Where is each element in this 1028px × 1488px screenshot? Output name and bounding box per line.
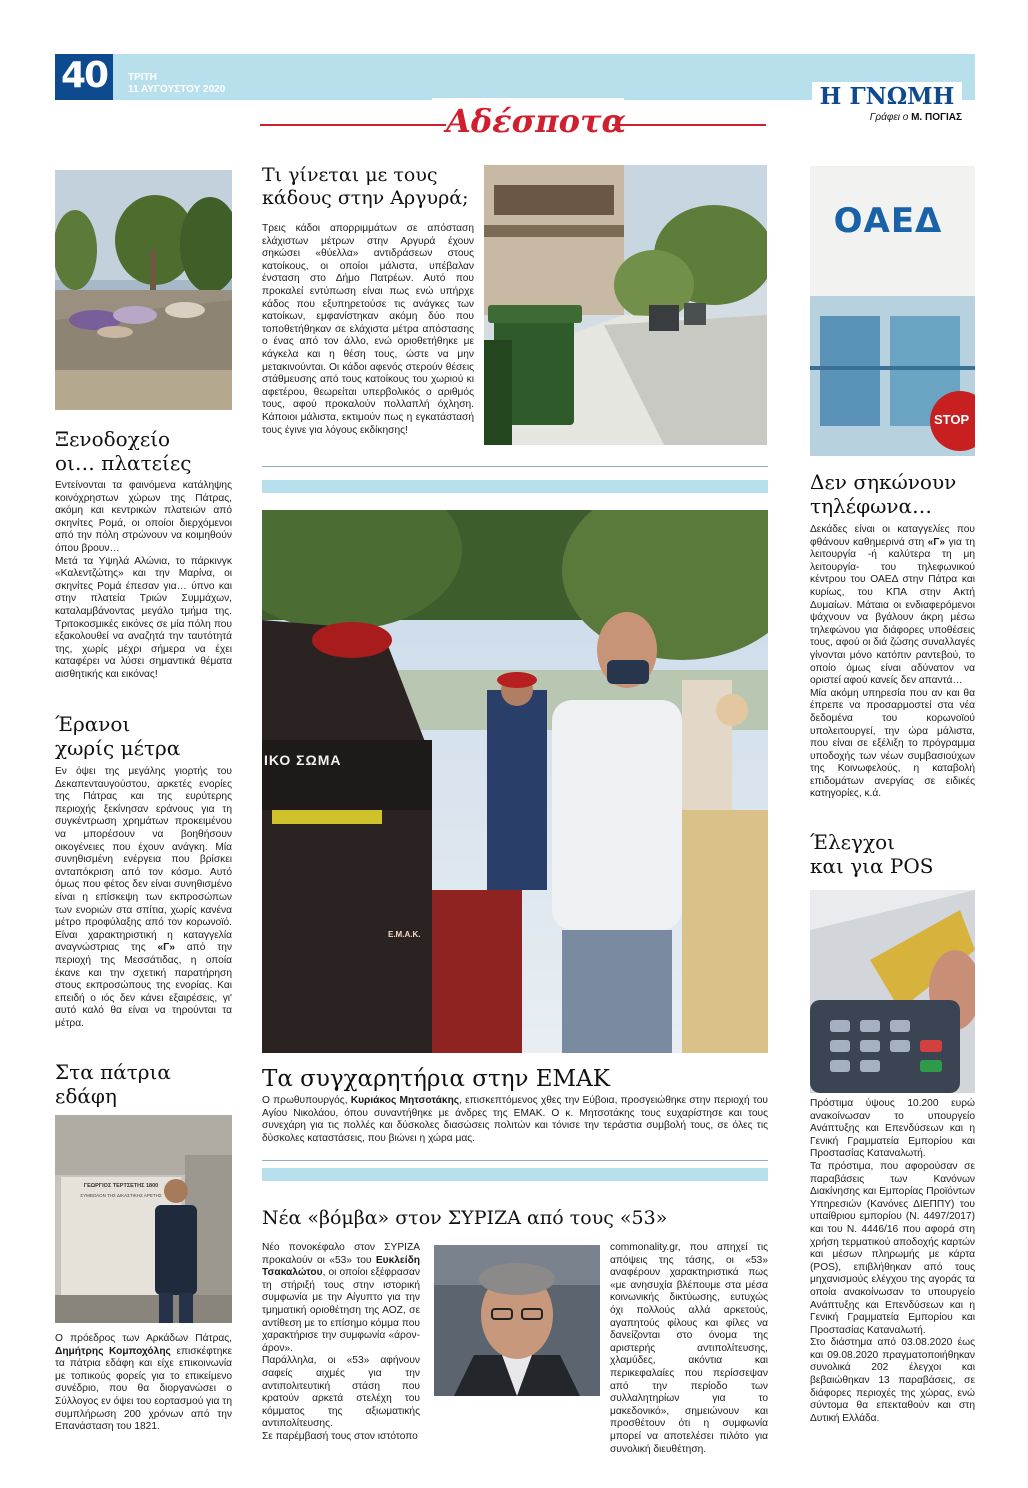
- story-emak-text: Ο πρωθυπουργός,: [262, 1095, 351, 1106]
- story-pos-title-1: Έλεγχοι: [810, 830, 895, 854]
- story-bins-text: Τρεις κάδοι απορριμμάτων σε απόσταση ελάχιστων μέτρων στην Αργυρά έχουν σηκώσει «θύελλα» αντιδράσεων στους κατοίκους, οι οποίοι μάλιστα, υπέβαλαν ένσταση στο Δήμο Πατρέων. Αυτό που προκαλεί εντύπωση είναι πως ενώ υπήρχε κάδος που εξυπηρετούσε τις ανάγκες των κατοίκων, εμφανίστηκαν ακόμη δύο που τοποθετήθηκαν σε ελάχιστα μέτρα απόστασης ο ένας από τον άλλο, ενώ οριοθετήθηκε με κάγκελα και η θέση τους, ώστε να μην μετακινούνται. Οι κάδοι αφενός στερούν θέσεις στάθμευσης από τους κατοίκους του χωριού κι αφετέρου, θεωρείται υπερβολικός ο αριθμός τους, αφού προκαλούν πολλαπλή όχληση. Κάποιοι μάλιστα, εκτιμούν πως η εγκατάστασή τους έγινε για λόγους εκδίκησης!: [262, 223, 474, 436]
- story-eranoi-title-2: χωρίς μέτρα: [55, 736, 181, 760]
- story-eranoi-title-1: Έρανοι: [55, 712, 131, 736]
- photo-sign-line1: ΓΕΩΡΓΙΟΣ ΤΕΡΤΣΕΤΗΣ 1800: [83, 1183, 159, 1189]
- story-hotel-title-1: Ξενοδοχείο: [55, 427, 171, 451]
- photo-mitsotakis-emak: [262, 510, 768, 1053]
- story-pos-body: [810, 1098, 975, 1425]
- story-phones-title-2: τηλέφωνα…: [810, 494, 933, 518]
- story-emak-text-end: , επισκεπτόμενος χθες την Εύβοια, προσγειώθηκε στην περιοχή του Αγίου Νικολάου, όπου συναντήθηκε με άνδρες της ΕΜΑΚ. Ο κ. Μητσοτάκης τους ευχαρίστησε και τους συνεχάρη για τις πολλές και δύσκολες διασώσεις πολιτών και τόνισε την τεράστια συμβολή τους, σε όλες τις δύσκολες καταστάσεις, που βιώνει η χώρα μας.: [262, 1095, 768, 1144]
- story-patria-text: Ο πρόεδρος των Αρκάδων Πάτρας,: [55, 1333, 232, 1344]
- story-phones-body: [810, 524, 975, 801]
- story-syriza-col1: [262, 1242, 420, 1444]
- divider-line: [262, 466, 768, 467]
- story-bins-body: [262, 223, 474, 437]
- story-hotel-paragraph: Εντείνονται τα φαινόμενα κατάληψης κοινόχρηστων χώρων της Πάτρας, ακόμη και κεντρικών πλατειών από σκηνίτες Ρομά, οι οποίοι διερχόμενοι από την πόλη στρώνουν να κοιμηθούν όπου βρουν…: [55, 480, 232, 554]
- byline-prefix: Γράφει ο: [869, 112, 909, 123]
- story-bins-title-2: κάδους στην Αργυρά;: [262, 187, 469, 209]
- story-patria-body: [55, 1333, 232, 1434]
- oaed-logo-text: ΟΑΕΔ: [833, 201, 943, 241]
- byline-author: Μ. ΠΟΓΙΑΣ: [911, 112, 962, 123]
- story-syriza-text: Νέο πονοκέφαλο στον ΣΥΡΙΖΑ προκαλούν οι «53» του: [262, 1242, 420, 1266]
- story-patria-bold: Δημήτρης Κομποχόλης: [55, 1345, 171, 1357]
- story-syriza-bold: Ευκλείδη Τσακαλώτου: [262, 1254, 420, 1279]
- story-emak-title: Τα συγχαρητήρια στην ΕΜΑΚ: [262, 1066, 610, 1092]
- story-syriza-title: Νέα «βόμβα» στον ΣΥΡΙΖΑ από τους «53»: [262, 1207, 668, 1229]
- story-syriza-text-end: , οι οποίοι εξέφρασαν τη στήριξή τους στην ιστορική συμφωνία με την Αίγυπτο για την τμηματική οριοθέτηση της ΑΟΖ, σε αντίθεση με το επίσημο κόμμα που χαρακτήρισε την συμφωνία «άρον-άρον».: [262, 1267, 420, 1354]
- story-syriza-col2: [610, 1242, 768, 1456]
- stop-sign-text: STOP: [934, 412, 970, 427]
- story-patria-title-2: εδάφη: [55, 1084, 117, 1108]
- story-hotel-body: [55, 480, 232, 682]
- photo-roma-square: [55, 170, 232, 410]
- divider-line-2: [262, 1160, 768, 1161]
- photo-bins-argyra: [484, 165, 767, 445]
- story-patria-title-1: Στα πάτρια: [55, 1060, 171, 1084]
- story-emak-body: [262, 1095, 768, 1145]
- story-phones-paragraph: Μία ακόμη υπηρεσία που αν και θα έπρεπε να προσαρμοστεί στα νέα δεδομένα του κορωνοϊού υπολειτουργεί, την ώρα μάλιστα, που είναι σε εξέλιξη το πρόγραμμα υποδοχής των νέων συμβασιούχων της Κοινωφελούς, η καταβολή επιδομάτων ανεργίας σε ειδικές κατηγορίες, κ.ά.: [810, 687, 975, 800]
- photo-pos-terminal: [810, 890, 975, 1093]
- story-eranoi-text: Εν όψει της μεγάλης γιορτής του Δεκαπενταυγούστου, αρκετές ενορίες της Πάτρας και της ευρύτερης περιοχής ξεκίνησαν εράνους για τη συγκέντρωση χρημάτων προκειμένου να μπορέσουν να βοηθήσουν οικογένειες που έχουν ανάγκη. Μία συνηθισμένη ενέργεια που βρίσκει ανταπόκριση από τον κόσμο. Αυτό όμως που φέτος δεν είναι συνηθισμένο είναι η επίσκεψη των εκπροσώπων των ενοριών στα σπίτια, χωρίς κανένα μέτρο προφύλαξης από τον κορωνοϊό. Είναι χαρακτηριστική η καταγγελία αναγνώστριας της: [55, 766, 232, 954]
- story-patria-text-end: επισκέφτηκε τα πάτρια εδάφη και είχε επικοινωνία με τοπικούς φορείς για το επικείμενο συνέδριο, που θα διοργανώσει ο Σύλλογος εν όψει του εορτασμού για τη συμπλήρωση 200 χρόνων από την Επανάσταση του 1821.: [55, 1345, 232, 1433]
- newspaper-logo: Η ΓΝΩΜΗ: [812, 82, 962, 112]
- story-phones-text: Δεκάδες είναι οι καταγγελίες που φθάνουν καθημερινά στη: [810, 524, 975, 548]
- photo-sign-line2: ΣΥΜΒΟΛΟΝ ΤΗΣ ΔΙΚΑΣΤΙΚΗΣ ΑΡΕΤΗΣ: [80, 1193, 162, 1198]
- story-eranoi-text-end: από την περιοχή της Μεσσάτιδας, η οποία έκανε και την σχετική παρατήρηση στους εκπροσώπους της ενορίας. Και επειδή ο ιός δεν κάνει εξαιρέσεις, γι' αυτό καλό θα είναι να τηρούνται τα μέτρα.: [55, 942, 232, 1029]
- issue-date: 11 ΑΥΓΟΥΣΤΟΥ 2020: [128, 84, 226, 95]
- story-pos-paragraph: Πρόστιμα ύψους 10.200 ευρώ ανακοίνωσαν το υπουργείο Ανάπτυξης και Επενδύσεων και η Γενική Γραμματεία Εμπορίου και Προστασίας Καταναλωτή.: [810, 1098, 975, 1160]
- story-eranoi-body: [55, 766, 232, 1030]
- page-number: 40: [60, 55, 108, 96]
- issue-day: ΤΡΙΤΗ: [128, 72, 157, 83]
- story-syriza-paragraph: Σε παρέμβασή τους στον ιστότοπο: [262, 1430, 418, 1442]
- photo-oaed: [810, 166, 975, 456]
- photo-tsakalotos: [434, 1245, 600, 1396]
- story-phones-title-1: Δεν σηκώνουν: [810, 470, 957, 494]
- story-syriza-col2-text: commonality.gr, που απηχεί τις απόψεις της τάσης, οι «53» αναφέρουν χαρακτηριστικά πως «με ανησυχία βλέπουμε στα μέσα κοινωνικής δικτύωσης, ευτυχώς όχι πολλούς αλλά αρκετούς, αγαπητούς φίλους και φίλες να δανείζονται στο όνομα της αριστερής αντιπολίτευσης, χλαμύδες, ακόντια και περικεφαλαίες που περίσσεψαν από την περίοδο των συλλαλητηρίων για το μακεδονικό», σημειώνουν και προσθέτουν ότι η συμφωνία μπορεί να αποτελέσει πιλότο για συνολική διευθέτηση.: [610, 1242, 768, 1455]
- story-pos-paragraph: Τα πρόστιμα, που αφορούσαν σε παραβάσεις των Κανόνων Διακίνησης και Εμπορίας Προϊόντων Υπηρεσιών (Κανόνες ΔΙΕΠΠΥ) του υπαίθριου εμπορίου (Ν. 4497/2017) και του Ν. 4446/16 που αφορά στη χρήση τερματικού αποδοχής καρτών και μέσων πληρωμής με κάρτα (POS), επιβλήθηκαν από τους μηχανισμούς ελέγχου της αγοράς τα οποία ανακοίνωσαν το υπουργείο Ανάπτυξης και Επενδύσεων και η Γενική Γραμματεία Εμπορίου και Προστασίας Καταναλωτή.: [810, 1160, 975, 1336]
- story-hotel-paragraph: Μετά τα Υψηλά Αλώνια, το πάρκινγκ «Καλεντζώτης» και την Μαρίνα, οι σκηνίτες Ρομά έπεσαν για… ύπνο και στην πλατεία Τριών Συμμάχων, καταλαμβάνοντας μεγάλο τμήμα της. Τριτοκοσμικές εικόνες σε μία πόλη που εξακολουθεί να αναζητά την ταυτότητά της, χωρίς μέχρι σήμερα να έχει καταφέρει να λύσει σημαντικά θέματα αισθητικής και εικόνας!: [55, 555, 232, 680]
- story-phones-bold: «Γ»: [927, 536, 946, 548]
- byline: [812, 112, 962, 123]
- photo-vest-text: ΙΚΟ ΣΩΜΑ: [264, 752, 342, 768]
- story-eranoi-bold: «Γ»: [157, 942, 175, 954]
- divider-bar: [262, 480, 768, 493]
- story-phones-text-end: για τη λειτουργία -ή καλύτερα τη μη λειτουργία- του τηλεφωνικού κέντρου του ΟΑΕΔ στην Πάτρα και κυρίως, του ΚΠΑ στην Ακτή Δυμαίων. Μάταια οι ενδιαφερόμενοι ψάχνουν να βγάλουν άκρη μέσω τηλεφώνου για διάφορες υποθέσεις τους, αφού οι διά ζώσης συναλλαγές γίνονται μόνο κατόπιν ραντεβού, το οποίο όμως είναι αδύνατον να οριστεί αφού κανείς δεν απαντά…: [810, 536, 975, 687]
- photo-vehicle-text: Ε.Μ.Α.Κ.: [388, 930, 421, 939]
- story-pos-paragraph: Στο διάστημα από 03.08.2020 έως και 09.08.2020 πραγματοποιήθηκαν συνολικά 202 έλεγχοι και βεβαιώθηκαν 13 παραβάσεις, σε διάφορες περιοχές της χώρας, ενώ σύντομα θα επεκταθούν και στη Δυτική Ελλάδα.: [810, 1337, 975, 1424]
- divider-bar-2: [262, 1168, 768, 1181]
- section-title: Αδέσποτα: [446, 102, 627, 140]
- story-emak-bold: Κυριάκος Μητσοτάκης: [350, 1095, 460, 1106]
- story-pos-title-2: και για POS: [810, 854, 934, 878]
- photo-komboholis: [55, 1115, 232, 1323]
- story-bins-title-1: Τι γίνεται με τους: [262, 164, 438, 186]
- story-hotel-title-2: οι… πλατείες: [55, 451, 192, 475]
- story-syriza-paragraph: Παράλληλα, οι «53» αφήνουν σαφείς αιχμές για την αντιπολιτευτική στάση που κρατούν αρκετά στελέχη του κόμματος της αξιωματικής αντιπολίτευσης.: [262, 1355, 420, 1430]
